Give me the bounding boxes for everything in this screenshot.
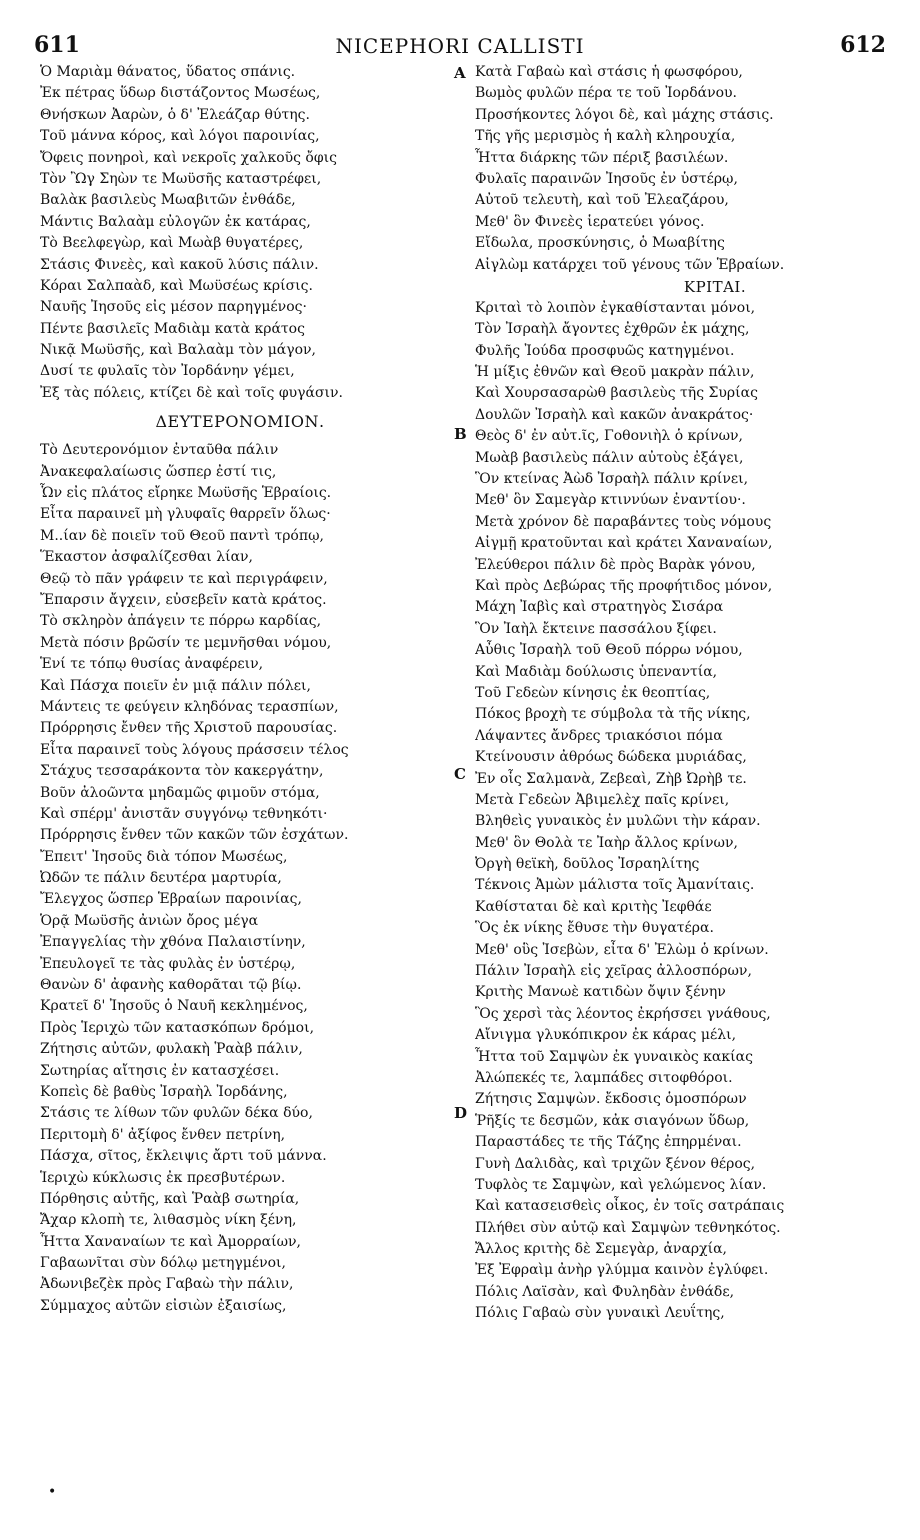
verse-line: Ἐκ πέτρας ὕδωρ διστάζοντος Μωσέως,: [40, 85, 321, 102]
verse-line: Πάλιν Ἰσραὴλ εἰς χεῖρας ἀλλοσπόρων,: [475, 963, 752, 980]
verse-line: Βληθεὶς γυναικὸς ἐν μυλῶνι τὴν κάραν.: [475, 813, 761, 830]
margin-letter-a: A: [454, 64, 466, 82]
verse-line: Μάντεις τε φεύγειν κληδόνας τερασπίων,: [40, 698, 339, 715]
verse-line: Μεθ' ὃν Θολὰ τε Ἰαὴρ ἄλλος κρίνων,: [475, 834, 738, 851]
verse-line: Προσήκοντες λόγοι δὲ, καὶ μάχης στάσις.: [475, 106, 774, 123]
verse-line: Ὃν Ἰαὴλ ἔκτεινε πασσάλου ξίφει.: [475, 620, 717, 637]
left-column: [40, 62, 440, 1317]
verse-line: Στάσις Φινεὲς, καὶ κακοῦ λύσις πάλιν.: [40, 256, 319, 273]
verse-line: Ἀνακεφαλαίωσις ὥσπερ ἐστί τις,: [40, 463, 277, 480]
verse-line: Τέκνοις Ἀμὼν μάλιστα τοῖς Ἀμανίταις.: [475, 877, 755, 894]
verse-line: Εἶτα παραινεῖ τοὺς λόγους πράσσειν τέλος: [40, 741, 349, 758]
verse-line: Δυσί τε φυλαῖς τὸν Ἰορδάνην γέμει,: [40, 363, 295, 380]
verse-line: Ὃς χερσὶ τὰς λέοντος ἐκρήσσει γνάθους,: [475, 1005, 771, 1022]
verse-line: Αἰγλὼμ κατάρχει τοῦ γένους τῶν Ἑβραίων.: [475, 256, 785, 273]
verse-line: Θεὸς δ' ἐν αὐτ.ῖς, Γοθονιὴλ ὁ κρίνων,: [475, 428, 743, 445]
verse-line: Ἔλεγχος ὥσπερ Ἑβραίων παροινίας,: [40, 891, 302, 908]
verse-line: Δουλῶν Ἰσραὴλ καὶ κακῶν ἀνακράτος·: [475, 406, 754, 423]
verse-line: Καὶ σπέρμ' ἀνιστᾶν συγγόνῳ τεθνηκότι·: [40, 805, 328, 822]
margin-letter-b: B: [454, 425, 467, 443]
verse-line: Καὶ Πάσχα ποιεῖν ἐν μιᾷ πάλιν πόλει,: [40, 677, 311, 694]
verse-line: Μετὰ χρόνον δὲ παραβάντες τοὺς νόμους: [475, 513, 772, 530]
verse-line: Ὀργὴ θεϊκὴ, δοῦλος Ἰσραηλίτης: [475, 856, 700, 873]
verse-line: Μεθ' οὓς Ἰσεβὼν, εἶτα δ' Ἐλὼμ ὁ κρίνων.: [475, 941, 769, 958]
footer-mark: •: [48, 1484, 57, 1500]
verse-line: Εἶτα παραινεῖ μὴ γλυφαῖς θαρρεῖν ὅλως·: [40, 506, 331, 523]
verse-line: Αἰγμῇ κρατοῦνται καὶ κράτει Χαναναίων,: [475, 535, 773, 552]
verse-line: Πρὸς Ἱεριχὼ τῶν κατασκόπων δρόμοι,: [40, 1019, 315, 1036]
verse-line: Σωτηρίας αἴτησις ἐν κατασχέσει.: [40, 1062, 280, 1079]
verse-line: Κτείνουσιν ἀθρόως δώδεκα μυριάδας,: [475, 749, 747, 766]
verse-line: Ἐλεύθεροι πάλιν δὲ πρὸς Βαρὰκ γόνου,: [475, 556, 756, 573]
verse-line: Γαβαωνῖται σὺν δόλῳ μετηγμένοι,: [40, 1255, 286, 1272]
verse-line: Ἐπαγγελίας τὴν χθόνα Παλαιστίνην,: [40, 934, 306, 951]
verse-line: Ἧττα τοῦ Σαμψὼν ἐκ γυναικὸς κακίας: [475, 1048, 753, 1065]
verse-line: Πόκος βροχὴ τε σύμβολα τὰ τῆς νίκης,: [475, 706, 751, 723]
page-header: [0, 32, 920, 62]
verse-line: Μεθ' ὃν Φινεὲς ἱερατεύει γόνος.: [475, 213, 705, 230]
verse-line: Μάχη Ἰαβὶς καὶ στρατηγὸς Σισάρα: [475, 599, 724, 616]
verse-line: Ζήτησις αὐτῶν, φυλακὴ Ῥαὰβ πάλιν,: [40, 1041, 303, 1058]
section-heading-deuteronomion: ΔΕΥΤΕΡΟΝΟΜΙΟΝ.: [155, 412, 325, 432]
verse-line: Τὸ σκληρὸν ἀπάγειν τε πόρρω καρδίας,: [40, 613, 322, 630]
verse-line: Ῥῆξίς τε δεσμῶν, κἀκ σιαγόνων ὕδωρ,: [475, 1112, 750, 1129]
verse-line: Φυλῆς Ἰούδα προσφυῶς κατηγμένοι.: [475, 342, 735, 359]
verse-line: Μάντις Βαλαὰμ εὐλογῶν ἐκ κατάρας,: [40, 213, 311, 230]
verse-line: Λάψαντες ἄνδρες τριακόσιοι πόμα: [475, 727, 723, 744]
verse-line: Ναυῆς Ἰησοῦς εἰς μέσον παρηγμένος·: [40, 299, 307, 316]
verse-line: Κοπεὶς δὲ βαθὺς Ἰσραὴλ Ἰορδάνης,: [40, 1083, 288, 1100]
verse-line: Ὃν κτείνας Ἀὼδ Ἰσραὴλ πάλιν κρίνει,: [475, 471, 749, 488]
verse-line: Καὶ Μαδιὰμ δούλωσις ὑπεναντία,: [475, 663, 718, 680]
verse-line: Κατὰ Γαβαὼ καὶ στάσις ἡ φωσφόρου,: [475, 64, 743, 80]
verse-line: Εἴδωλα, προσκύνησις, ὁ Μωαβίτης: [475, 235, 725, 252]
page-number-left: 611: [34, 32, 80, 58]
verse-line: Αὖθις Ἰσραὴλ τοῦ Θεοῦ πόρρω νόμου,: [475, 642, 743, 659]
verse-line: Πέντε βασιλεῖς Μαδιὰμ κατὰ κράτος: [40, 320, 305, 337]
verse-line: Ἧττα διάρκης τῶν πέριξ βασιλέων.: [475, 149, 729, 166]
verse-line: Θεῷ τὸ πᾶν γράφειν τε καὶ περιγράφειν,: [40, 570, 328, 587]
verse-line: Τοῦ Γεδεὼν κίνησις ἐκ θεοπτίας,: [475, 684, 711, 701]
verse-line: Αἴνιγμα γλυκόπικρον ἐκ κάρας μέλι,: [475, 1027, 737, 1044]
verse-line: Γυνὴ Δαλιδὰς, καὶ τριχῶν ξένον θέρος,: [475, 1155, 756, 1172]
margin-letter-c: C: [454, 765, 466, 783]
verse-line: Ἑνί τε τόπῳ θυσίας ἀναφέρειν,: [40, 656, 264, 673]
verse-line: Ὁ Μαριὰμ θάνατος, ὕδατος σπάνις.: [40, 64, 296, 80]
verse-line: Μ..ίαν δὲ ποιεῖν τοῦ Θεοῦ παντὶ τρόπῳ,: [40, 527, 324, 544]
right-column: [475, 62, 895, 1325]
verse-line: Παραστάδες τε τῆς Τάζης ἐπηρμέναι.: [475, 1134, 742, 1151]
verse-line: Ἔπαρσιν ἄγχειν, εὐσεβεῖν κατὰ κράτος.: [40, 591, 327, 608]
verse-line: Τῆς γῆς μερισμὸς ἡ καλὴ κληρουχία,: [475, 128, 736, 145]
margin-letter-d: D: [454, 1104, 468, 1122]
verse-line: Περιτομὴ δ' ἀξίφος ἔνθεν πετρίνη,: [40, 1126, 286, 1143]
verse-line: Πόλις Λαϊσὰν, καὶ Φυληδὰν ἐνθάδε,: [475, 1283, 735, 1300]
verse-line: Ἧττα Χαναναίων τε καὶ Ἀμορραίων,: [40, 1233, 301, 1250]
verse-line: Σύμμαχος αὐτῶν εἰσιὼν ἐξαισίως,: [40, 1297, 287, 1314]
verse-line: Νικᾷ Μωϋσῆς, καὶ Βαλαὰμ τὸν μάγον,: [40, 342, 317, 359]
verse-line: Τοῦ μάννα κόρος, καὶ λόγοι παροινίας,: [40, 128, 320, 145]
verse-line: Ἀδωνιβεζὲκ πρὸς Γαβαὼ τὴν πάλιν,: [40, 1276, 294, 1293]
verse-line: Καὶ πρὸς Δεβώρας τῆς προφήτιδος μόνον,: [475, 577, 773, 594]
verse-line: Ἄχαρ κλοπὴ τε, λιθασμὸς νίκη ξένη,: [40, 1212, 297, 1229]
verse-line: Ἔπειτ' Ἰησοῦς διὰ τόπον Μωσέως,: [40, 848, 288, 865]
verse-line: Καὶ κατασεισθεὶς οἶκος, ἐν τοῖς σατράπαις: [475, 1198, 785, 1215]
verse-line: Στάχυς τεσσαράκοντα τὸν κακεργάτην,: [40, 763, 324, 780]
verse-line: Ὁρᾷ Μωϋσῆς ἀνιὼν ὄρος μέγα: [40, 912, 259, 929]
verse-line: Μεθ' ὃν Σαμεγὰρ κτιννύων ἐναντίου·.: [475, 492, 746, 509]
verse-line: Ζήτησις Σαμψὼν. ἔκδοσις ὁμοσπόρων: [475, 1091, 747, 1108]
verse-line: Θνήσκων Ἀαρὼν, ὁ δ' Ἐλεάζαρ θύτης.: [40, 106, 310, 123]
verse-line: Τὸν Ὢγ Σηὼν τε Μωϋσῆς καταστρέφει,: [40, 170, 322, 187]
verse-line: Βοῦν ἀλοῶντα μηδαμῶς φιμοῦν στόμα,: [40, 784, 320, 801]
section-heading-kritai: ΚΡΙΤΑΙ.: [683, 277, 747, 296]
verse-line: Μετὰ Γεδεὼν Ἀβιμελὲχ παῖς κρίνει,: [475, 791, 730, 808]
verse-line: Πρόρρησις ἔνθεν τῆς Χριστοῦ παρουσίας.: [40, 720, 338, 737]
verse-line: Θανὼν δ' ἀφανὴς καθορᾶται τῷ βίῳ.: [40, 977, 302, 994]
verse-line: Πλήθει σὺν αὐτῷ καὶ Σαμψὼν τεθνηκότος.: [475, 1219, 781, 1236]
verse-line: Τὸ Δευτερονόμιον ἐνταῦθα πάλιν: [40, 442, 279, 459]
verse-line: Φυλαῖς παραινῶν Ἰησοῦς ἐν ὑστέρῳ,: [475, 170, 738, 187]
page-number-right: 612: [840, 32, 886, 58]
verse-line: Τὸ Βεελφεγὼρ, καὶ Μωὰβ θυγατέρες,: [40, 235, 304, 252]
verse-line: Πρόρρησις ἔνθεν τῶν κακῶν τῶν ἐσχάτων.: [40, 827, 349, 844]
verse-line: Μετὰ πόσιν βρῶσίν τε μεμνῆσθαι νόμου,: [40, 634, 332, 651]
verse-line: Πάσχα, σῖτος, ἔκλειψις ἄρτι τοῦ μάννα.: [40, 1148, 327, 1165]
running-title: NICEPHORI CALLISTI: [335, 34, 585, 58]
verse-line: Καθίσταται δὲ καὶ κριτὴς Ἰεφθάε: [475, 898, 712, 915]
verse-line: Πόλις Γαβαὼ σὺν γυναικὶ Λευΐτης,: [475, 1305, 725, 1322]
verse-line: Ἐν οἷς Σαλμανὰ, Ζεβεαὶ, Ζὴβ Ὠρὴβ τε.: [475, 770, 747, 787]
verse-line: Ἐπευλογεῖ τε τὰς φυλὰς ἐν ὑστέρῳ,: [40, 955, 296, 972]
verse-line: Τυφλὸς τε Σαμψὼν, καὶ γελώμενος λίαν.: [475, 1176, 767, 1193]
verse-line: Κόραι Σαλπαὰδ, καὶ Μωϋσέως κρίσις.: [40, 277, 313, 294]
verse-line: Ἀλώπεκές τε, λαμπάδες σιτοφθόροι.: [475, 1069, 733, 1086]
verse-line: Ἄλλος κριτὴς δὲ Σεμεγὰρ, ἀναρχία,: [475, 1241, 728, 1258]
verse-line: Βωμὸς φυλῶν πέρα τε τοῦ Ἰορδάνου.: [475, 85, 737, 102]
verse-line: Στάσις τε λίθων τῶν φυλῶν δέκα δύο,: [40, 1105, 313, 1122]
verse-line: Ἡ μίξις ἐθνῶν καὶ Θεοῦ μακρὰν πάλιν,: [475, 364, 755, 381]
verse-line: Πόρθησις αὐτῆς, καὶ Ῥαὰβ σωτηρία,: [40, 1190, 300, 1207]
verse-line: Καὶ Χουρσασαρὼθ βασιλεὺς τῆς Συρίας: [475, 385, 758, 402]
verse-line: Κριτὴς Μανωὲ κατιδὼν ὄψιν ξένην: [475, 984, 726, 1001]
verse-line: Τὸν Ἰσραὴλ ἄγοντες ἐχθρῶν ἐκ μάχης,: [475, 321, 750, 338]
verse-line: Ὄφεις πονηροὶ, καὶ νεκροῖς χαλκοῦς ὄφις: [40, 149, 337, 166]
verse-line: Κρατεῖ δ' Ἰησοῦς ὁ Ναυῆ κεκλημένος,: [40, 998, 308, 1015]
verse-line: Ἐξ Ἐφραὶμ ἀνὴρ γλύμμα καινὸν ἐγλύφει.: [475, 1262, 769, 1279]
verse-line: Μωὰβ βασιλεὺς πάλιν αὐτοὺς ἐξάγει,: [475, 449, 744, 466]
verse-line: Ἱεριχὼ κύκλωσις ἐκ πρεσβυτέρων.: [40, 1169, 286, 1186]
verse-line: Ὧν εἰς πλάτος εἴρηκε Μωϋσῆς Ἑβραίοις.: [40, 485, 332, 502]
verse-line: Ἕκαστον ἀσφαλίζεσθαι λίαν,: [40, 549, 254, 566]
verse-line: Αὐτοῦ τελευτὴ, καὶ τοῦ Ἐλεαζάρου,: [475, 192, 729, 209]
verse-line: Ὃς ἐκ νίκης ἔθυσε τὴν θυγατέρα.: [475, 920, 714, 937]
verse-line: Ὠδῶν τε πάλιν δευτέρα μαρτυρία,: [40, 870, 282, 887]
verse-line: Βαλὰκ βασιλεὺς Μωαβιτῶν ἐνθάδε,: [40, 192, 296, 209]
verse-line: Ἐξ τὰς πόλεις, κτίζει δὲ καὶ τοῖς φυγάσιν.: [40, 384, 343, 401]
verse-line: Κριταὶ τὸ λοιπὸν ἐγκαθίστανται μόνοι,: [475, 299, 756, 316]
